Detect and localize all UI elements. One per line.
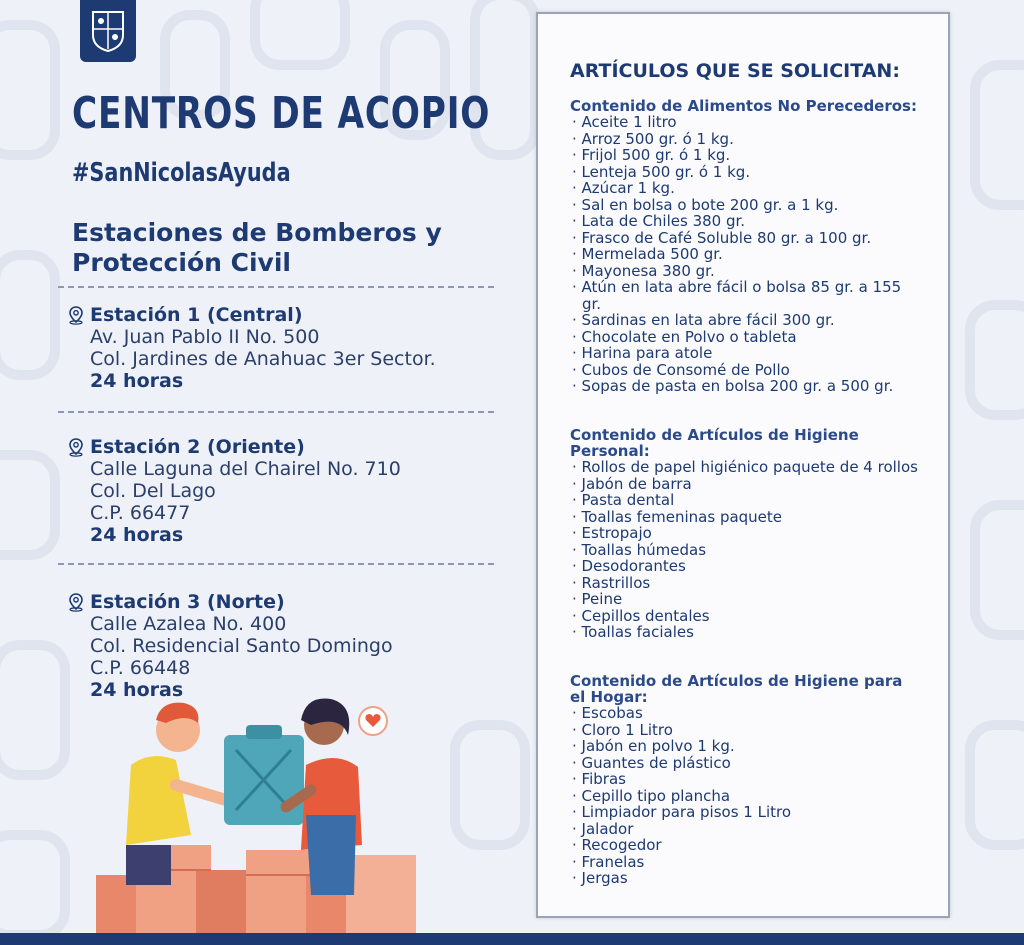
list-item: · Toallas húmedas	[570, 542, 920, 559]
list-item: · Cubos de Consomé de Pollo	[570, 362, 920, 379]
station-address: Calle Azalea No. 400	[90, 613, 287, 635]
station-colonia: Col. Jardines de Anahuac 3er Sector.	[90, 348, 436, 370]
list-item: · Mayonesa 380 gr.	[570, 263, 920, 280]
divider	[58, 411, 494, 413]
list-item: · Jabón en polvo 1 kg.	[570, 738, 920, 755]
list-item: · Lenteja 500 gr. ó 1 kg.	[570, 164, 920, 181]
divider	[58, 286, 494, 288]
list-item: · Escobas	[570, 705, 920, 722]
list-item: · Frasco de Café Soluble 80 gr. a 100 gr.	[570, 230, 920, 247]
list-item: · Recogedor	[570, 837, 920, 854]
list-item: · Cloro 1 Litro	[570, 722, 920, 739]
item-list	[570, 459, 920, 641]
station-name: Estación 1 (Central)	[90, 304, 303, 326]
station-name: Estación 2 (Oriente)	[90, 436, 305, 458]
list-item: · Toallas femeninas paquete	[570, 509, 920, 526]
crest-logo	[80, 0, 136, 62]
personal-hygiene-group	[570, 427, 920, 641]
hashtag: #SanNicolasAyuda	[72, 158, 291, 188]
list-item: · Franelas	[570, 854, 920, 871]
list-item: · Fibras	[570, 771, 920, 788]
list-item: · Estropajo	[570, 525, 920, 542]
food-items-group	[570, 98, 920, 395]
list-item: · Pasta dental	[570, 492, 920, 509]
station-colonia: Col. Del Lago	[90, 480, 216, 502]
page-title: CENTROS DE ACOPIO	[72, 88, 491, 139]
list-item: · Harina para atole	[570, 345, 920, 362]
item-list	[570, 114, 920, 395]
list-item: · Toallas faciales	[570, 624, 920, 641]
list-item: · Cepillo tipo plancha	[570, 788, 920, 805]
item-list	[570, 705, 920, 887]
list-item: · Arroz 500 gr. ó 1 kg.	[570, 131, 920, 148]
list-item: · Guantes de plástico	[570, 755, 920, 772]
list-item: · Rastrillos	[570, 575, 920, 592]
station-postal-code: C.P. 66477	[90, 502, 191, 524]
location-pin-icon	[66, 592, 86, 612]
footer-bar	[0, 933, 1024, 945]
home-hygiene-group	[570, 673, 920, 887]
list-item: · Jabón de barra	[570, 476, 920, 493]
list-item: · Cepillos dentales	[570, 608, 920, 625]
station-postal-code: C.P. 66448	[90, 657, 191, 679]
section-title: Estaciones de Bomberos y Protección Civil	[72, 218, 442, 277]
group-heading: Contenido de Alimentos No Perecederos:	[570, 97, 917, 115]
station-1	[66, 304, 506, 392]
group-heading: Contenido de Artículos de Higiene para el Hogar:	[570, 672, 903, 706]
list-item: · Limpiador para pisos 1 Litro	[570, 804, 920, 821]
station-name: Estación 3 (Norte)	[90, 591, 285, 613]
list-item: · Aceite 1 litro	[570, 114, 920, 131]
location-pin-icon	[66, 437, 86, 457]
station-hours: 24 horas	[90, 524, 184, 546]
list-item: · Jalador	[570, 821, 920, 838]
list-item: · Peine	[570, 591, 920, 608]
list-item: · Desodorantes	[570, 558, 920, 575]
location-pin-icon	[66, 305, 86, 325]
list-item: · Sal en bolsa o bote 200 gr. a 1 kg.	[570, 197, 920, 214]
station-address: Calle Laguna del Chairel No. 710	[90, 458, 401, 480]
list-item: · Mermelada 500 gr.	[570, 246, 920, 263]
panel-title: ARTÍCULOS QUE SE SOLICITAN:	[570, 60, 900, 82]
list-item: · Jergas	[570, 870, 920, 887]
list-item: · Sardinas en lata abre fácil 300 gr.	[570, 312, 920, 329]
station-address: Av. Juan Pablo II No. 500	[90, 326, 320, 348]
station-hours: 24 horas	[90, 370, 184, 392]
station-2	[66, 436, 506, 546]
list-item: · Rollos de papel higiénico paquete de 4 rollos	[570, 459, 920, 476]
station-hours: 24 horas	[90, 679, 184, 701]
list-item: · Sopas de pasta en bolsa 200 gr. a 500 gr.	[570, 378, 920, 395]
divider	[58, 563, 494, 565]
list-item: · Frijol 500 gr. ó 1 kg.	[570, 147, 920, 164]
volunteers-illustration	[96, 695, 426, 935]
list-item: · Chocolate en Polvo o tableta	[570, 329, 920, 346]
group-heading: Contenido de Artículos de Higiene Personal:	[570, 426, 859, 460]
list-item: · Atún en lata abre fácil o bolsa 85 gr. a 155 gr.	[570, 279, 920, 312]
list-item: · Azúcar 1 kg.	[570, 180, 920, 197]
station-3	[66, 591, 506, 701]
list-item: · Lata de Chiles 380 gr.	[570, 213, 920, 230]
station-colonia: Col. Residencial Santo Domingo	[90, 635, 393, 657]
